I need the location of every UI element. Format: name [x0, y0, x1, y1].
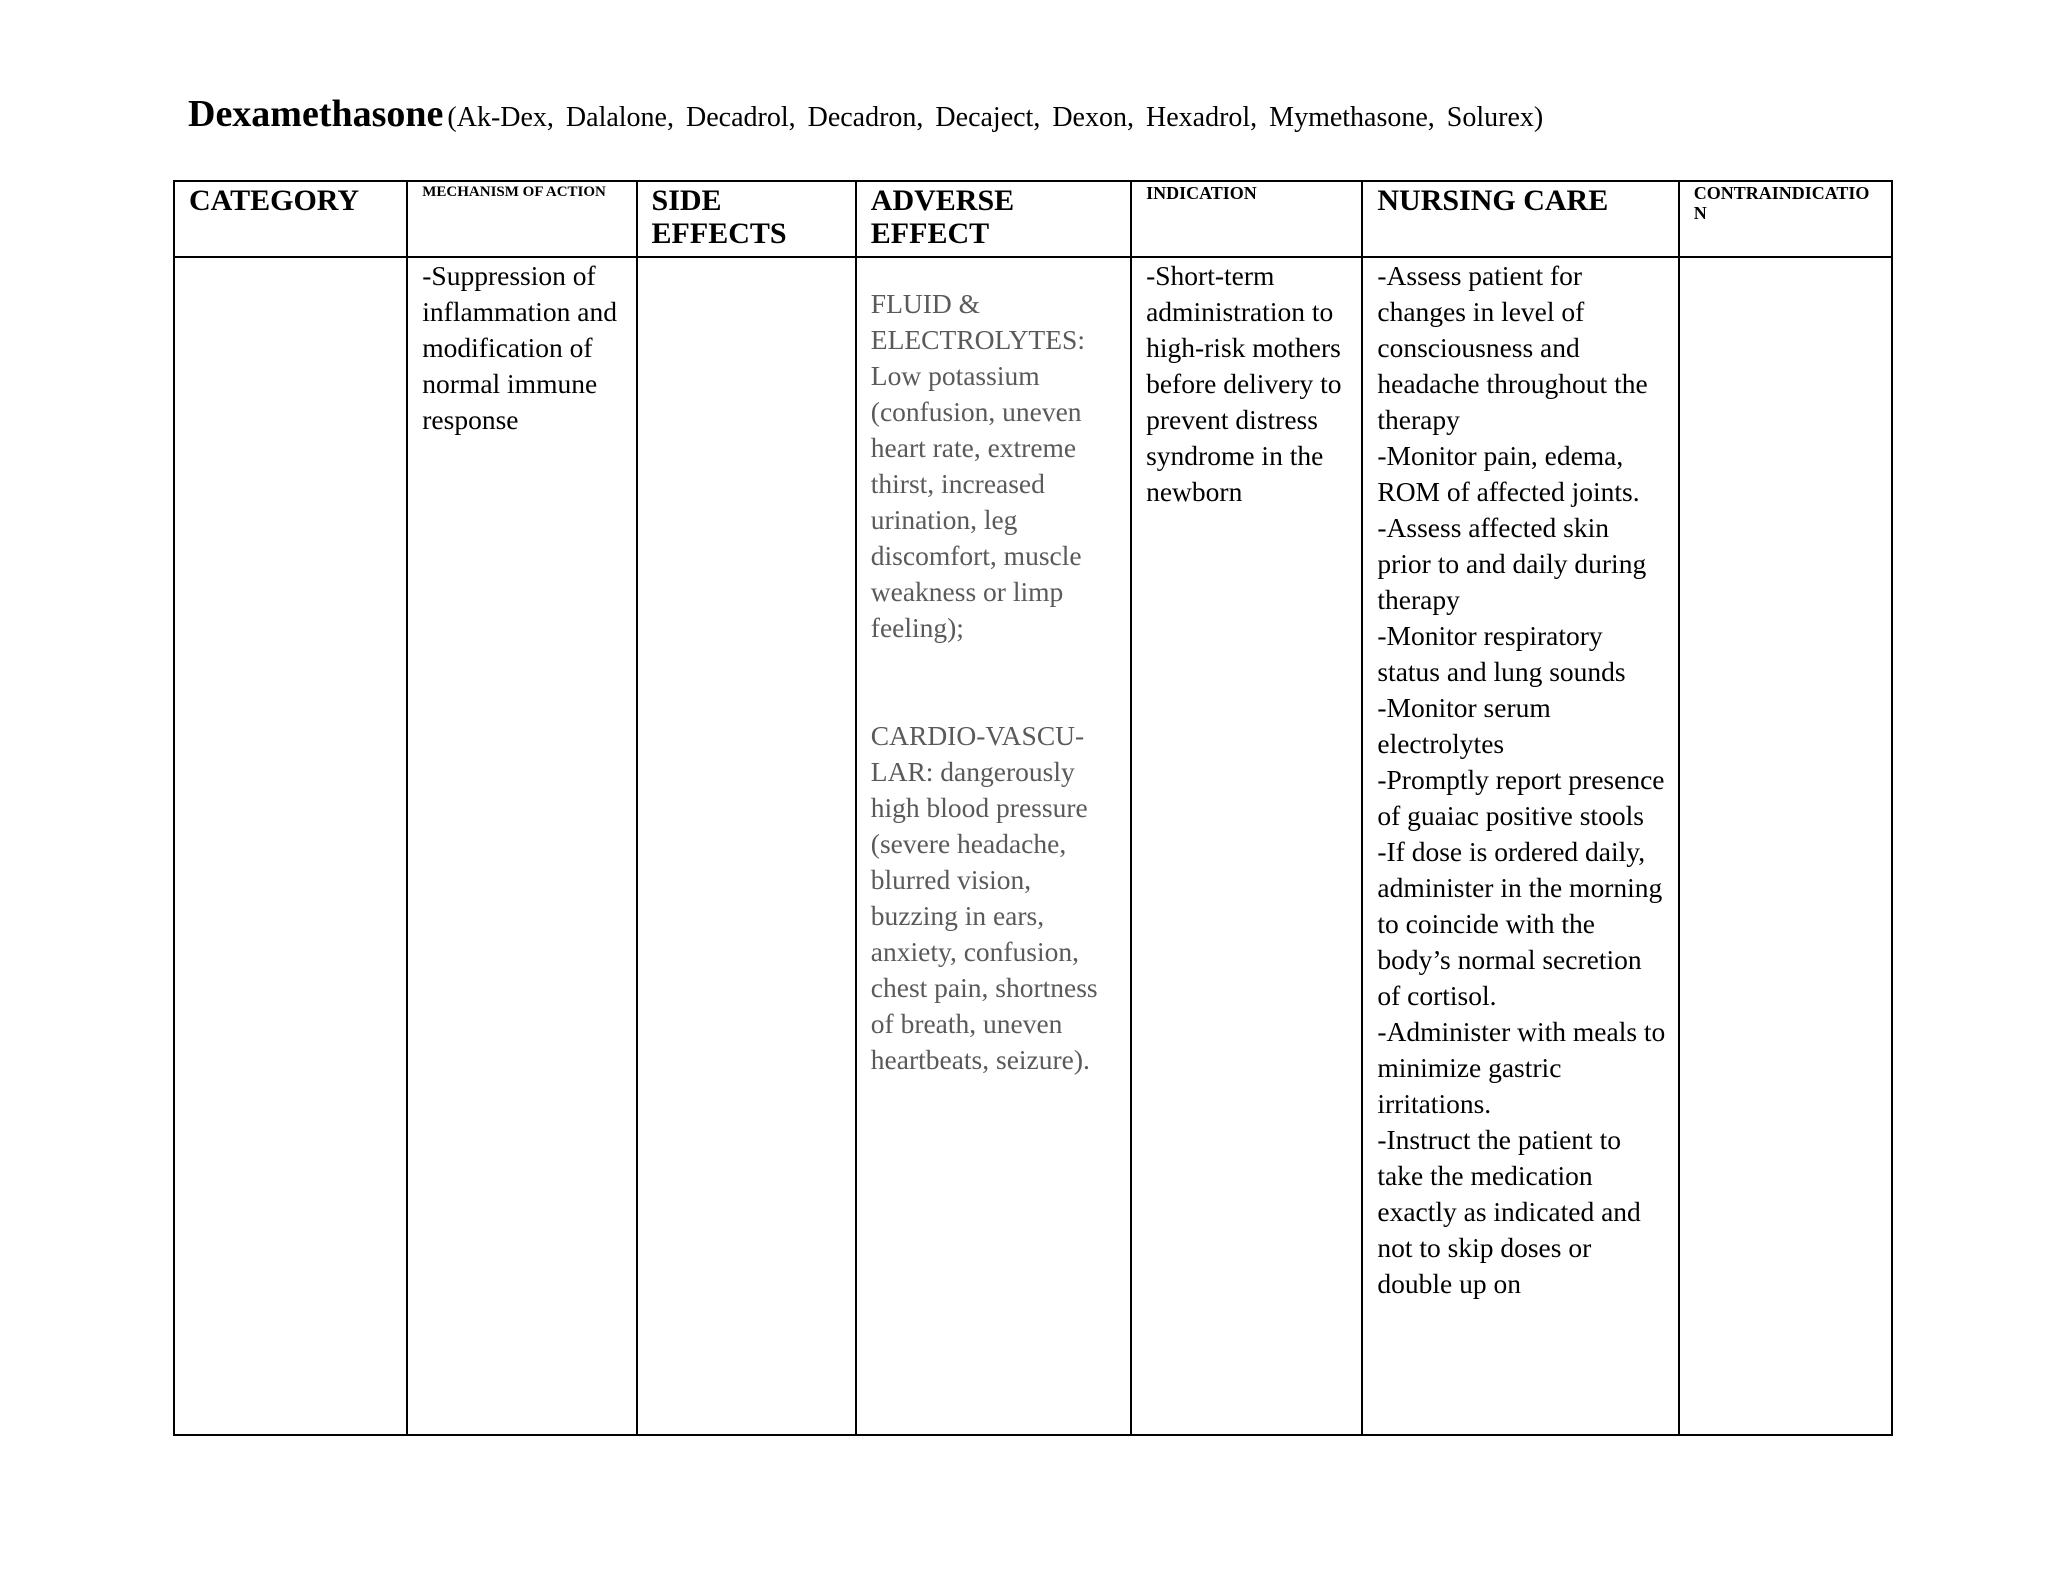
- adverse-fluid-electrolytes: FLUID & ELECTROLYTES: Low potassium (confusion, uneven heart rate, extreme thirst, increased urination, leg discomfort, muscle weakness or limp feeling);: [870, 288, 1085, 643]
- nursing-item: -Promptly report presence of guaiac positive stools: [1377, 764, 1665, 831]
- header-indication: INDICATION: [1131, 181, 1362, 257]
- nursing-item: -If dose is ordered daily, administer in the morning to coincide with the body’s normal secretion of cortisol.: [1377, 836, 1663, 1011]
- header-mechanism: MECHANISM OF ACTION: [407, 181, 636, 257]
- nursing-item: -Assess patient for changes in level of consciousness and headache throughout the therapy: [1377, 260, 1648, 435]
- brand-names: (Ak-Dex, Dalalone, Decadrol, Decadron, Decaject, Dexon, Hexadrol, Mymethasone, Solurex): [447, 102, 1544, 133]
- nursing-item: -Monitor respiratory status and lung sounds: [1377, 620, 1626, 687]
- header-category: CATEGORY: [174, 181, 407, 257]
- cell-contraindication: [1679, 257, 1892, 1435]
- nursing-item: -Instruct the patient to take the medication exactly as indicated and not to skip doses or double up on: [1377, 1124, 1641, 1299]
- cell-category: [174, 257, 407, 1435]
- header-side-effects: SIDE EFFECTS: [637, 181, 856, 257]
- adverse-cardiovascular: CARDIO-VASCU-LAR: dangerously high blood pressure (severe headache, blurred vision, buzzing in ears, anxiety, confusion, chest pain, shortness of breath, uneven heartbeats, seizure).: [870, 720, 1098, 1075]
- nursing-item: -Administer with meals to minimize gastric irritations.: [1377, 1016, 1666, 1119]
- table-row: [174, 257, 1892, 1435]
- adverse-spacer: [871, 646, 1118, 718]
- nursing-item: -Assess affected skin prior to and daily during therapy: [1377, 512, 1647, 615]
- cell-nursing-care: [1362, 257, 1678, 1435]
- header-adverse-effect: ADVERSE EFFECT: [856, 181, 1131, 257]
- nursing-item: -Monitor serum electrolytes: [1377, 692, 1551, 759]
- drug-info-table: [173, 180, 1893, 1436]
- page-title: [188, 92, 1543, 136]
- nursing-item: -Monitor pain, edema, ROM of affected joints.: [1377, 440, 1640, 507]
- cell-adverse-effect: [856, 257, 1131, 1435]
- cell-mechanism: -Suppression of inflammation and modification of normal immune response: [407, 257, 636, 1435]
- table-header-row: [174, 181, 1892, 257]
- cell-indication: -Short-term administration to high-risk mothers before delivery to prevent distress syndrome in the newborn: [1131, 257, 1362, 1435]
- drug-name: Dexamethasone: [188, 93, 444, 135]
- header-contraindication: CONTRAINDICATION: [1679, 181, 1892, 257]
- header-nursing-care: NURSING CARE: [1362, 181, 1678, 257]
- cell-side-effects: [637, 257, 856, 1435]
